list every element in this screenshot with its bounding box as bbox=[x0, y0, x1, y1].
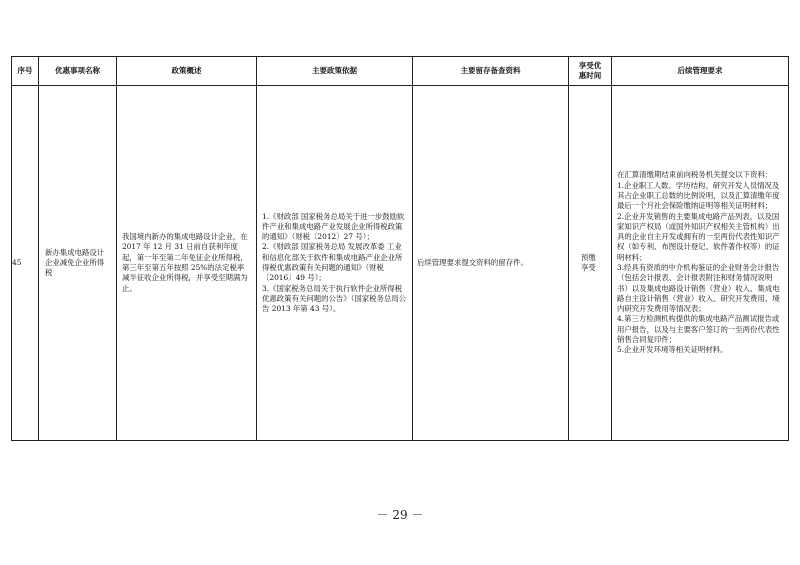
header-number: 序号 bbox=[12, 57, 39, 86]
header-basis: 主要政策依据 bbox=[257, 57, 413, 86]
row-time: 预缴享受 bbox=[581, 252, 596, 272]
row-item-name-cell bbox=[39, 86, 117, 441]
basis-item: 3.《国家税务总局关于执行软件企业所得税优惠政策有关问题的公告》（国家税务总局公告 2013 年第 43 号）。 bbox=[262, 283, 407, 314]
header-followup: 后续管理要求 bbox=[612, 57, 789, 86]
followup-item: 1.企业职工人数、学历结构、研究开发人员情况及其占企业职工总数的比例说明，以及汇算清缴年度最后一个月社会保险缴纳证明等相关证明材料； bbox=[617, 180, 780, 211]
followup-item: 5.企业开发环境等相关证明材料。 bbox=[617, 345, 728, 355]
row-summary-cell bbox=[117, 86, 257, 441]
row-materials-cell bbox=[413, 86, 569, 441]
row-materials: 后续管理要求提交资料的留存件。 bbox=[417, 257, 528, 267]
row-basis-cell bbox=[257, 86, 413, 441]
tax-policy-table bbox=[11, 56, 789, 441]
header-summary: 政策概述 bbox=[117, 57, 257, 86]
page-number: － 29 － bbox=[376, 508, 424, 522]
row-followup-cell bbox=[612, 86, 789, 441]
header-item-name: 优惠事项名称 bbox=[39, 57, 117, 86]
header-time bbox=[569, 57, 612, 86]
basis-item: 1.《财政部 国家税务总局关于进一步鼓励软件产业和集成电路产业发展企业所得税政策的通知》（财税〔2012〕27 号）； bbox=[262, 211, 405, 242]
followup-item: 3.经具有资质的中介机构鉴证的企业财务会计报告（包括会计报表、会计报表附注和财务情况说明书）以及集成电路设计销售（营业）收入、集成电路自主设计销售（营业）收入、研究开发费用、境内研究开发费用等情况表； bbox=[617, 263, 780, 314]
header-time-text: 享受优惠时间 bbox=[578, 61, 602, 80]
header-materials: 主要留存备查资料 bbox=[413, 57, 569, 86]
row-summary: 我国境内新办的集成电路设计企业，在 2017 年 12 月 31 日前自获利年度起，第一年至第二年免征企业所得税，第三年至第五年按照 25%的法定税率减半征收企业所得税，并享受至期满为止。 bbox=[122, 232, 248, 293]
row-basis bbox=[257, 212, 412, 315]
row-number: 45 bbox=[12, 86, 39, 441]
header-row bbox=[12, 57, 789, 86]
basis-item: 2.《财政部 国家税务总局 发展改革委 工业和信息化部关于软件和集成电路产业企业所得税优惠政策有关问题的通知》（财税〔2016〕49 号）； bbox=[262, 242, 403, 283]
followup-item: 在汇算清缴期结束前向税务机关提交以下资料： bbox=[617, 170, 773, 180]
followup-item: 4.第三方检测机构提供的集成电路产品测试报告或用户报告，以及与主要客户签订的一至两份代表性销售合同复印件； bbox=[617, 314, 780, 345]
table-row bbox=[12, 86, 789, 441]
row-time-cell bbox=[569, 86, 612, 441]
row-item-name: 新办集成电路设计企业减免企业所得税 bbox=[45, 247, 105, 278]
followup-item: 2.企业开发销售的主要集成电路产品列表，以及国家知识产权局（或国外知识产权相关主管机构）出具的企业自主开发或拥有的一至两份代表性知识产权（如专利、布图设计登记、软件著作权等）的证明材料； bbox=[617, 211, 780, 262]
row-followup bbox=[612, 170, 788, 355]
